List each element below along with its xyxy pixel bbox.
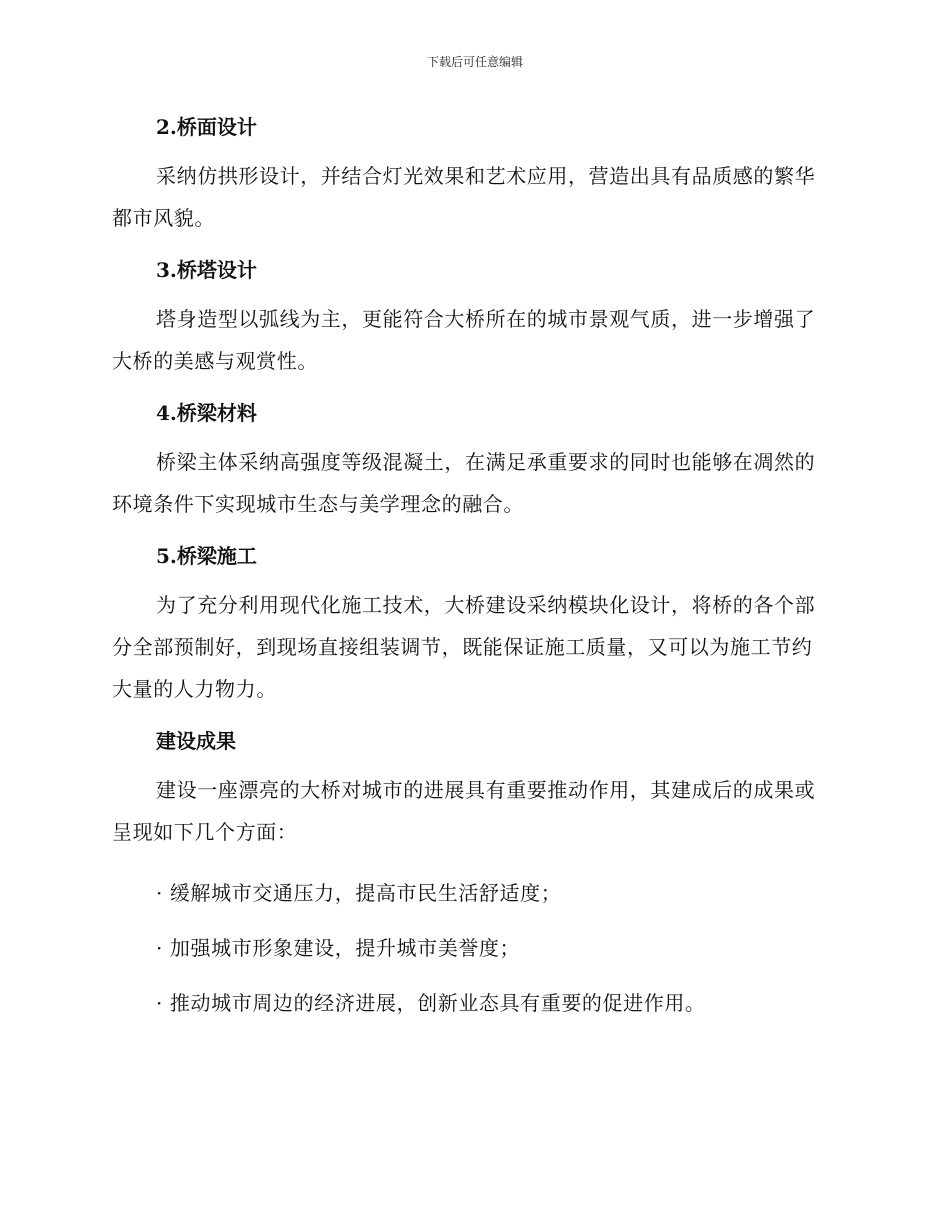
section-paragraph-results: 建设一座漂亮的大桥对城市的进展具有重要推动作用，其建成后的成果或呈现如下几个方面： — [112, 778, 816, 844]
section-paragraph-bridge-tower: 塔身造型以弧线为主，更能符合大桥所在的城市景观气质，进一步增强了大桥的美感与观赏性。 — [112, 307, 816, 373]
page-header: 下载后可任意编辑 — [426, 55, 523, 69]
section-heading-results: 建设成果 — [156, 729, 236, 753]
section-heading-bridge-deck: 2.桥面设计 — [156, 115, 257, 139]
bullet-item: · 缓解城市交通压力，提高市民生活舒适度； — [156, 881, 562, 905]
section-heading-bridge-construction: 5.桥梁施工 — [156, 544, 257, 568]
bullet-item: · 推动城市周边的经济进展，创新业态具有重要的促进作用。 — [156, 991, 706, 1015]
bullet-item: · 加强城市形象建设，提升城市美誉度； — [156, 936, 521, 960]
section-paragraph-bridge-materials: 桥梁主体采纳高强度等级混凝土，在满足承重要求的同时也能够在凋然的环境条件下实现城市生态与美学理念的融合。 — [112, 450, 816, 516]
document-body — [112, 112, 832, 1018]
section-heading-bridge-materials: 4.桥梁材料 — [156, 401, 257, 425]
section-heading-bridge-tower: 3.桥塔设计 — [156, 258, 257, 282]
section-paragraph-bridge-construction: 为了充分利用现代化施工技术，大桥建设采纳模块化设计，将桥的各个部分全部预制好，到现场直接组装调节，既能保证施工质量，又可以为施工节约大量的人力物力。 — [112, 593, 816, 701]
section-paragraph-bridge-deck: 采纳仿拱形设计，并结合灯光效果和艺术应用，营造出具有品质感的繁华都市风貌。 — [112, 164, 816, 230]
